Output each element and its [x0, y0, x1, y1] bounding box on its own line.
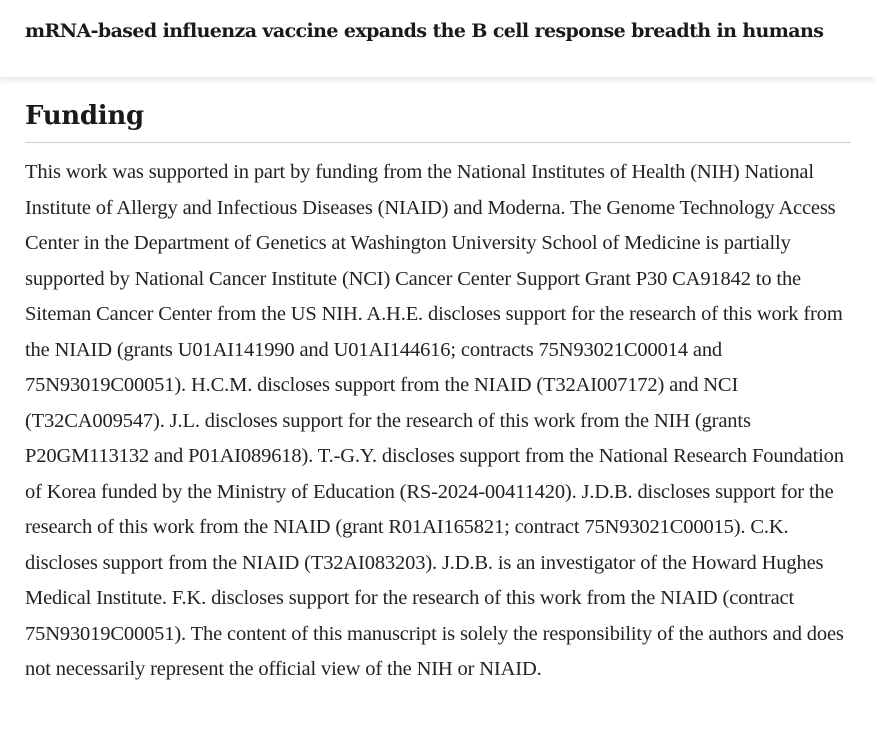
sticky-article-header — [0, 0, 876, 78]
section-divider — [25, 142, 851, 143]
article-title: mRNA-based influenza vaccine expands the B cell response breadth in humans — [25, 20, 824, 42]
funding-section — [25, 96, 851, 688]
funding-paragraph: This work was supported in part by funding from the National Institutes of Health (NIH) National Institute of Allergy and Infectious Diseases (NIAID) and Moderna. The Genome Technology Access Center in the Department of Genetics at Washington University School of Medicine is partially supported by National Cancer Institute (NCI) Cancer Center Support Grant P30 CA91842 to the Siteman Cancer Center from the US NIH. A.H.E. discloses support for the research of this work from the NIAID (grants U01AI141990 and U01AI144616; contracts 75N93021C00014 and 75N93019C00051). H.C.M. discloses support from the NIAID (T32AI007172) and NCI (T32CA009547). J.L. discloses support for the research of this work from the NIH (grants P20GM113132 and P01AI089618). T.-G.Y. discloses support from the National Research Foundation of Korea funded by the Ministry of Education (RS-2024-00411420). J.D.B. discloses support for the research of this work from the NIAID (grant R01AI165821; contract 75N93021C00015). C.K. discloses support from the NIAID (T32AI083203). J.D.B. is an investigator of the Howard Hughes Medical Institute. F.K. discloses support for the research of this work from the NIAID (contract 75N93019C00051). The content of this manuscript is solely the responsibility of the authors and does not necessarily represent the official view of the NIH or NIAID. — [25, 161, 844, 680]
section-heading: Funding — [25, 101, 144, 131]
